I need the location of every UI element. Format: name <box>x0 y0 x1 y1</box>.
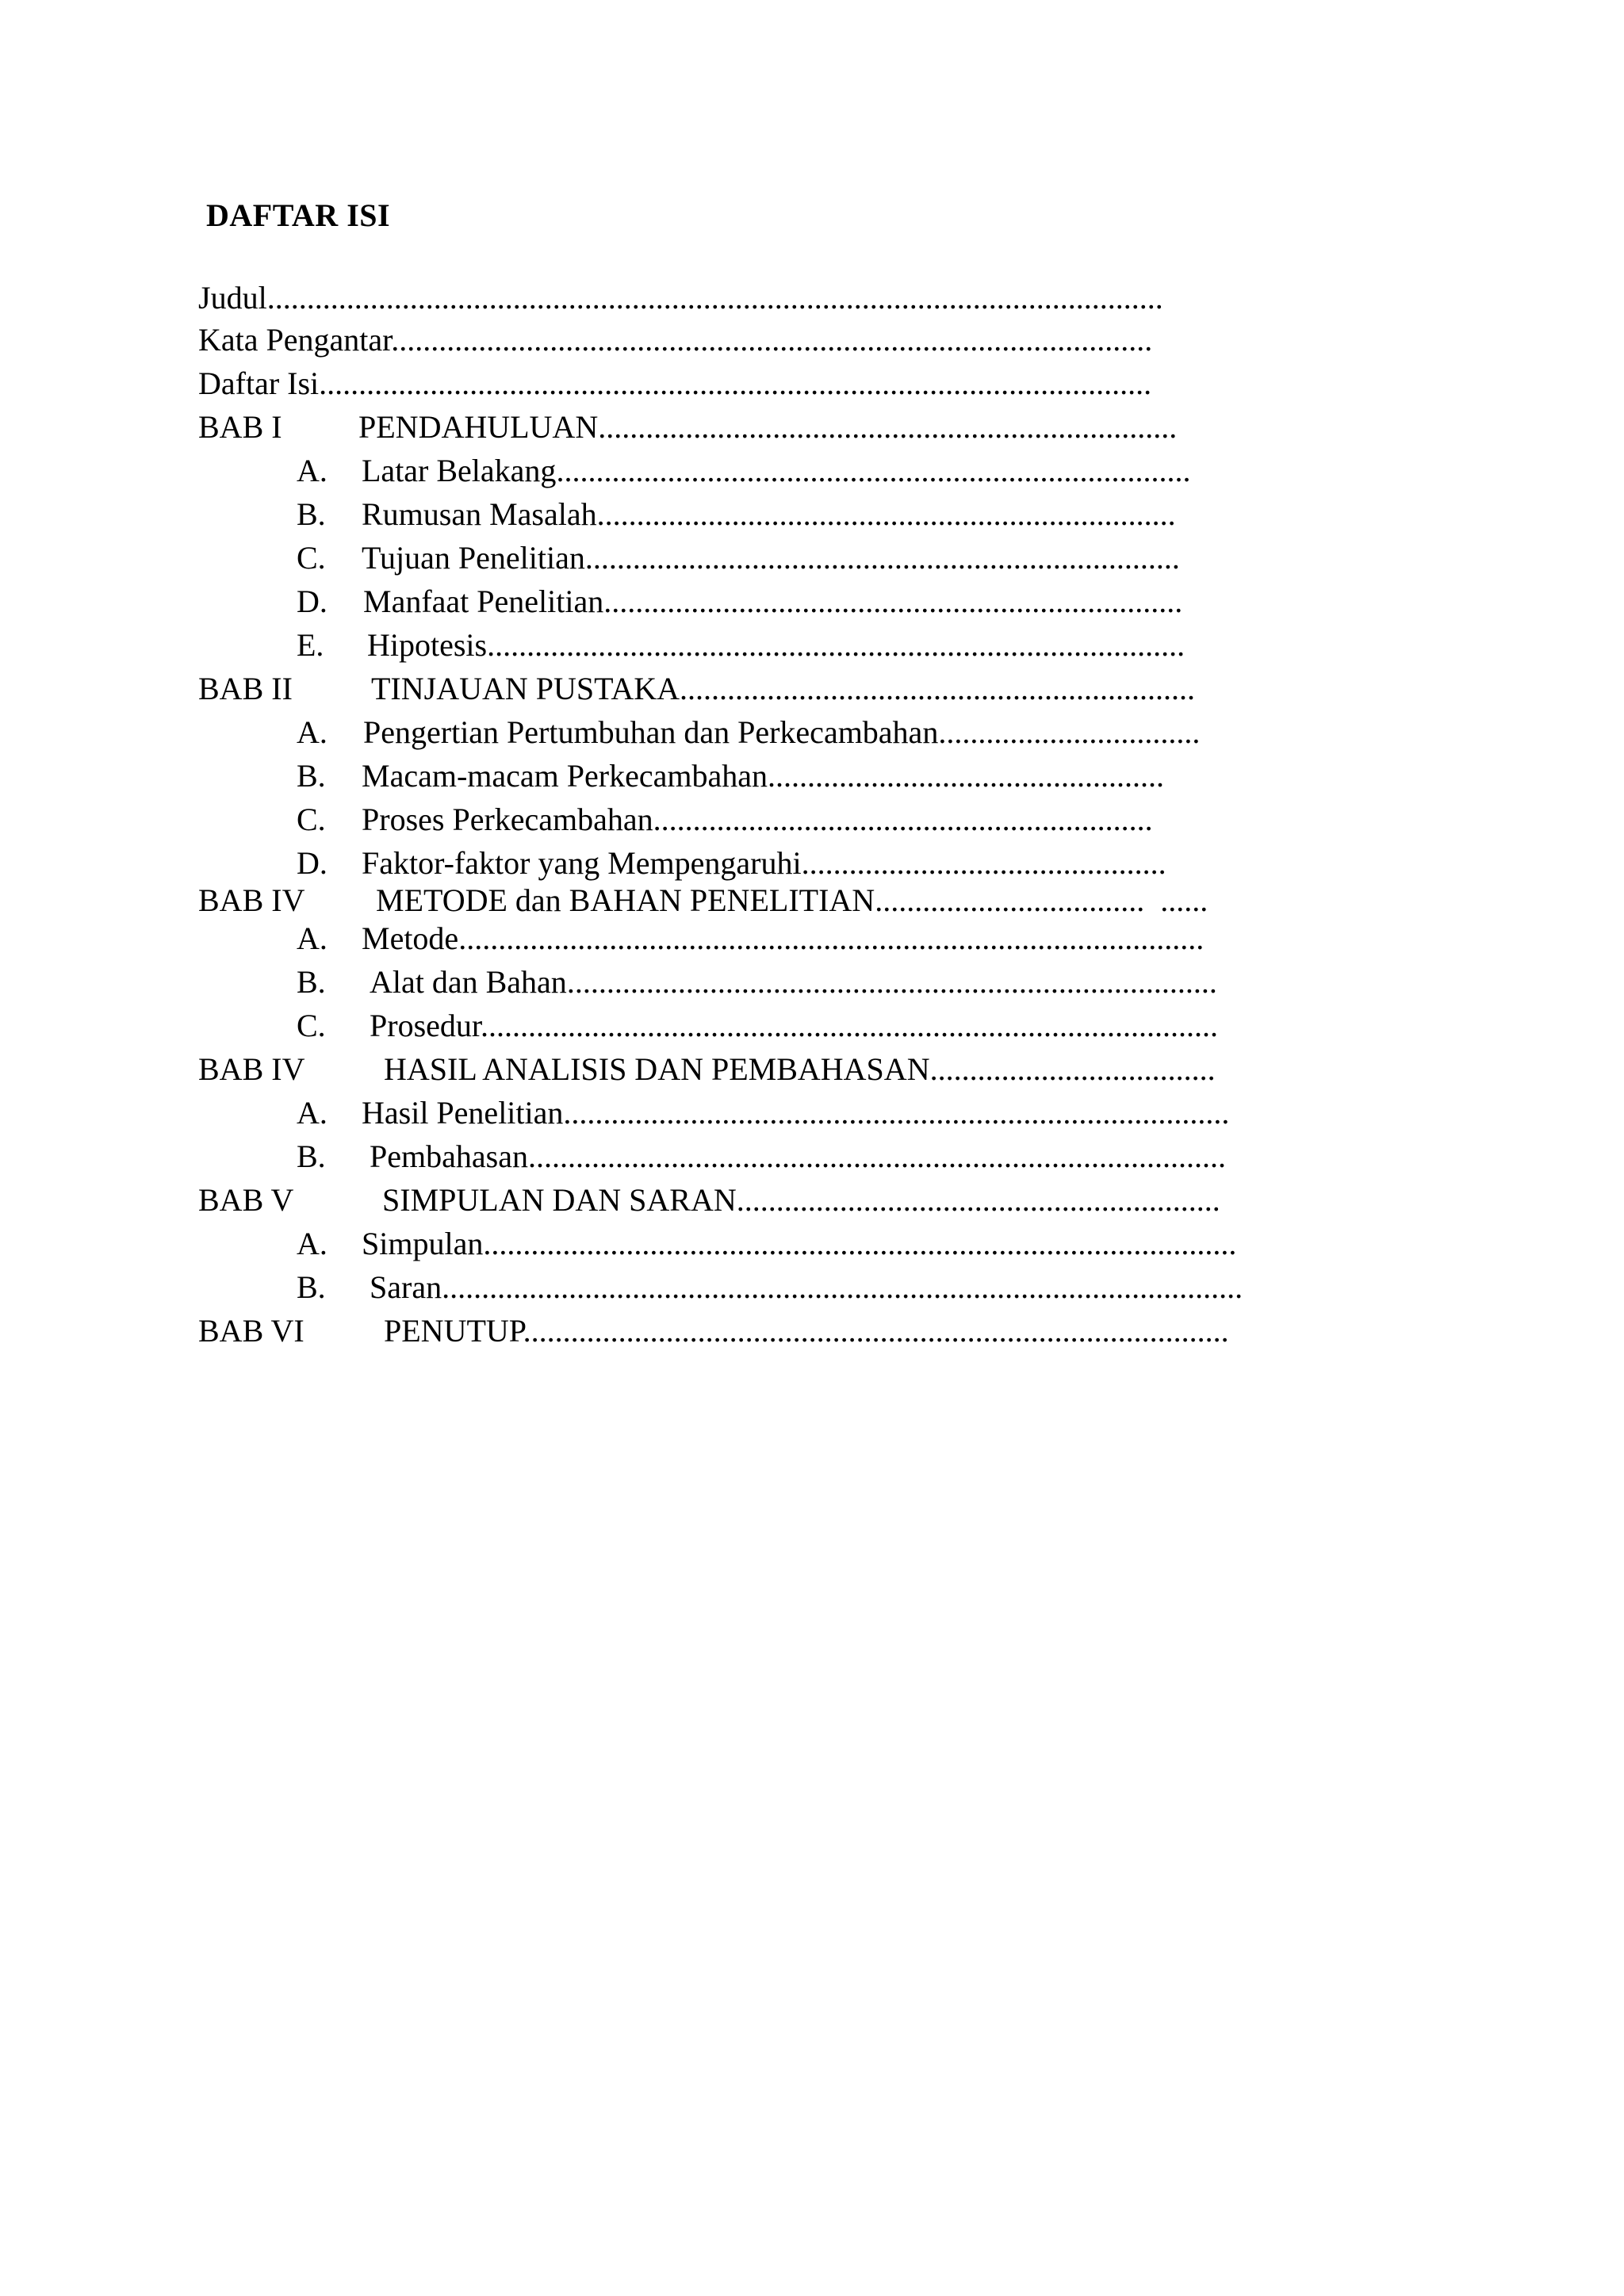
toc-subitem <box>363 714 1200 752</box>
toc-item-letter: B. <box>297 1138 326 1174</box>
toc-chapter-bab-6 <box>198 1312 304 1350</box>
toc-item-letter: B. <box>297 758 326 794</box>
toc-leader: .................................... <box>929 1051 1216 1087</box>
toc-chapter-bab-4-hasil <box>198 1050 304 1089</box>
chapter-title: PENDAHULUAN <box>358 409 599 445</box>
chapter-number: BAB II <box>198 671 293 706</box>
toc-leader: ............................................................................................... <box>483 1226 1237 1261</box>
toc-subitem <box>370 963 1217 1001</box>
subitem-text: Hasil Penelitian <box>362 1095 564 1131</box>
subitem-text: Alat dan Bahan <box>370 964 567 1000</box>
toc-entry-daftar-isi <box>198 365 1151 403</box>
chapter-number: BAB VI <box>198 1313 304 1349</box>
toc-item-letter: B. <box>297 1269 326 1305</box>
toc-leader: .............................................. <box>801 845 1166 881</box>
subitem-text: Latar Belakang <box>362 453 557 488</box>
subitem-text: Proses Perkecambahan <box>362 802 653 837</box>
toc-item-letter: C. <box>297 540 326 576</box>
toc-entry-kata-pengantar <box>198 321 1152 359</box>
subitem-text: Rumusan Masalah <box>362 496 597 532</box>
chapter-title: HASIL ANALISIS DAN PEMBAHASAN <box>384 1051 930 1087</box>
toc-label: Judul <box>198 280 267 316</box>
chapter-number: BAB IV <box>198 1051 305 1087</box>
toc-leader: ................................................................................ <box>556 453 1191 488</box>
toc-item-letter: A. <box>297 714 327 750</box>
toc-leader: .................................................. <box>767 758 1164 794</box>
subitem-text: Hipotesis <box>367 627 488 663</box>
toc-chapter-bab-4-metode <box>198 882 304 920</box>
toc-label: Kata Pengantar <box>198 322 392 358</box>
toc-chapter-bab-2-title <box>371 670 1195 708</box>
toc-subitem <box>362 844 1166 882</box>
toc-leader: ......................................................................... <box>596 496 1176 532</box>
toc-leader: ......................................................................... <box>603 584 1183 619</box>
toc-subitem <box>362 452 1190 490</box>
toc-item-letter: A. <box>297 920 327 956</box>
toc-subitem <box>362 539 1180 577</box>
toc-leader: ............................................................. <box>736 1182 1220 1218</box>
toc-subitem <box>370 1007 1218 1045</box>
toc-label: Daftar Isi <box>198 365 320 401</box>
toc-item-letter: A. <box>297 1095 327 1131</box>
subitem-text: Metode <box>362 920 459 956</box>
toc-item-letter: B. <box>297 964 326 1000</box>
toc-subitem <box>362 1094 1229 1132</box>
toc-chapter-bab-1 <box>198 408 282 446</box>
chapter-number: BAB IV <box>198 882 305 918</box>
toc-leader: .................................................................................. <box>566 964 1217 1000</box>
toc-item-letter: A. <box>297 1226 327 1261</box>
toc-leader: ........................................................................... <box>584 540 1180 576</box>
toc-item-letter: A. <box>297 453 327 488</box>
toc-leader: ..................................................................................................... <box>442 1269 1243 1305</box>
toc-item-letter: C. <box>297 1008 326 1043</box>
toc-leader: ................................................................................................ <box>391 322 1153 358</box>
chapter-title: METODE dan BAHAN PENELITIAN <box>376 882 875 918</box>
toc-leader: ......................................................................................................... <box>319 365 1152 401</box>
toc-leader: ............................................................... <box>653 802 1153 837</box>
toc-leader: .................................. <box>875 882 1145 918</box>
subitem-text: Simpulan <box>362 1226 484 1261</box>
toc-subitem <box>370 1138 1226 1176</box>
toc-subitem <box>370 1269 1243 1307</box>
toc-entry-judul <box>198 279 1163 317</box>
toc-subitem <box>362 757 1164 795</box>
toc-subitem <box>362 920 1204 958</box>
toc-chapter-bab-5-title <box>382 1181 1220 1219</box>
subitem-text: Pengertian Pertumbuhan dan Perkecambahan <box>363 714 939 750</box>
toc-leader: ............................................................................................. <box>481 1008 1218 1043</box>
toc-item-letter: E. <box>297 627 324 663</box>
subitem-text: Prosedur <box>370 1008 481 1043</box>
toc-chapter-bab-4-hasil-title <box>384 1050 1216 1089</box>
toc-leader: ................................. <box>938 714 1201 750</box>
subitem-text: Faktor-faktor yang Mempengaruhi <box>362 845 802 881</box>
toc-subitem <box>362 496 1176 534</box>
toc-chapter-bab-4-metode-title <box>376 882 1208 920</box>
toc-subitem <box>362 1225 1236 1263</box>
toc-item-letter: C. <box>297 802 326 837</box>
subitem-text: Macam-macam Perkecambahan <box>362 758 768 794</box>
chapter-title: TINJAUAN PUSTAKA <box>371 671 680 706</box>
toc-item-letter: D. <box>297 845 327 881</box>
toc-leader: ........................................................................................ <box>527 1138 1226 1174</box>
chapter-number: BAB I <box>198 409 282 445</box>
subitem-text: Saran <box>370 1269 442 1305</box>
subitem-text: Pembahasan <box>370 1138 528 1174</box>
toc-chapter-bab-5 <box>198 1181 293 1219</box>
toc-leader: ................................................................................................................. <box>266 280 1163 316</box>
toc-item-letter: B. <box>297 496 326 532</box>
chapter-title: PENUTUP <box>384 1313 523 1349</box>
chapter-title: SIMPULAN DAN SARAN <box>382 1182 737 1218</box>
toc-subitem <box>367 626 1185 664</box>
page-title: DAFTAR ISI <box>206 197 391 233</box>
toc-leader: ......................................................................... <box>598 409 1178 445</box>
toc-subitem <box>363 583 1182 621</box>
subitem-text: Manfaat Penelitian <box>363 584 604 619</box>
chapter-number: BAB V <box>198 1182 294 1218</box>
toc-leader-extra: ...... <box>1160 882 1208 918</box>
toc-leader: ........................................................................................ <box>487 627 1185 663</box>
toc-chapter-bab-1-title <box>358 408 1177 446</box>
toc-leader: ................................................................. <box>680 671 1196 706</box>
toc-leader: .................................................................................... <box>563 1095 1230 1131</box>
toc-leader: .............................................................................................. <box>458 920 1205 956</box>
toc-item-letter: D. <box>297 584 327 619</box>
toc-chapter-bab-6-title <box>384 1312 1229 1350</box>
toc-leader: ......................................................................................... <box>523 1313 1229 1349</box>
toc-subitem <box>362 801 1153 839</box>
subitem-text: Tujuan Penelitian <box>362 540 585 576</box>
toc-chapter-bab-2 <box>198 670 293 708</box>
